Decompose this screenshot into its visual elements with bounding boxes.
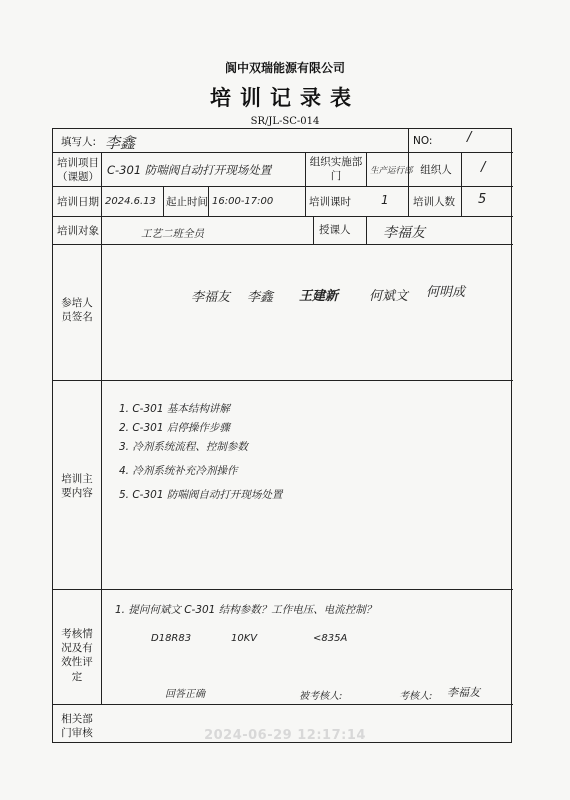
participant-signature: 何明成 [426,285,466,300]
time-value: 16:00-17:00 [212,196,274,207]
content-item: 3. 冷剂系统流程、控制参数 [119,441,248,453]
lecturer-value: 李福友 [383,225,425,241]
organizer-value: / [481,160,486,175]
participant-signature: 李鑫 [247,290,274,305]
filler-value: 李鑫 [105,134,136,152]
target-value: 工艺二班全员 [141,228,204,240]
training-record-form [52,128,512,743]
assessment-answer: 10KV [231,633,258,644]
assessment-label: 考核情况及有效性评定 [61,628,93,683]
organizer-label: 组织人 [420,164,452,176]
assessment-answer: <835A [313,633,348,644]
content-item: 1. C-301 基本结构讲解 [119,403,230,415]
project-label: 培训项目（课题） [57,157,99,184]
assessment-answer: D18R83 [151,633,192,644]
form-title: 培训记录表 [210,85,360,110]
org-unit-value: 生产运行部 [370,166,413,176]
content-item: 2. C-301 启停操作步骤 [119,422,230,434]
date-label: 培训日期 [57,196,99,208]
org-unit-label: 组织实施部门 [309,156,363,183]
time-label: 起止时间 [166,196,208,208]
dept-review-label: 相关部门审核 [61,713,93,740]
company-name: 阆中双瑞能源有限公司 [224,61,345,75]
lecturer-label: 授课人 [319,224,351,236]
content-item: 5. C-301 防喘阀自动打开现场处置 [119,489,283,501]
document-number: SR/JL-SC-014 [250,116,320,127]
content-label: 培训主要内容 [61,473,93,500]
participant-signature: 王建新 [299,289,339,304]
content-item: 4. 冷剂系统补充冷剂操作 [119,465,238,477]
participant-signature: 李福友 [191,290,231,305]
date-value: 2024.6.13 [105,196,156,207]
examiner-signature: 李福友 [447,686,480,699]
examiner-label: 考核人: [399,691,433,702]
assessee-label: 被考核人: [299,691,343,702]
participant-signature: 何斌文 [369,289,409,304]
filler-label: 填写人: [61,136,97,148]
participants-label: 参培人员签名 [61,297,93,324]
assessment-question: 1. 提问何斌文 C-301 结构参数？工作电压、电流控制？ [115,604,377,616]
count-label: 培训人数 [413,196,455,208]
scan-timestamp: 2024-06-29 12:17:14 [204,728,366,743]
no-label: NO: [413,135,433,147]
target-label: 培训对象 [57,225,99,237]
hours-label: 培训课时 [309,196,351,208]
assessment-result: 回答正确 [165,689,205,700]
project-value: C-301 防喘阀自动打开现场处置 [107,163,272,177]
count-value: 5 [478,192,487,207]
no-value: / [467,130,472,145]
hours-value: 1 [381,193,389,207]
